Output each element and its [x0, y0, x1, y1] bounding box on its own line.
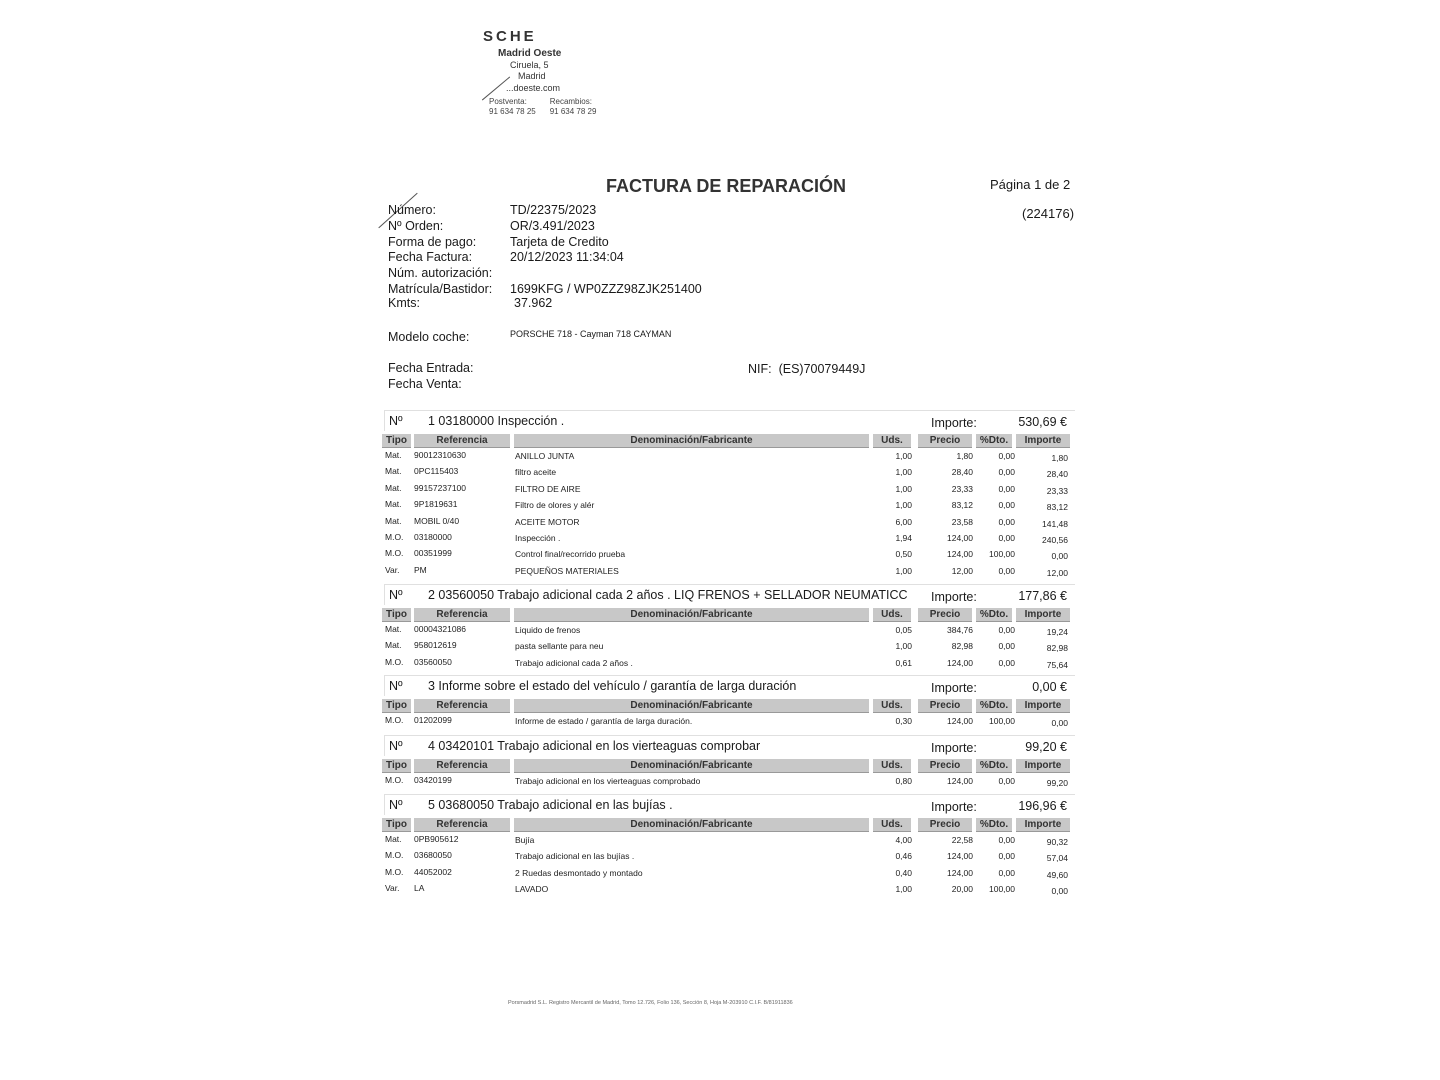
line-dto: 0,00 [998, 625, 1015, 635]
line-dto: 0,00 [998, 867, 1015, 878]
dealer-street: Ciruela, 5 [510, 59, 549, 70]
nif-value: (ES)70079449J [778, 362, 866, 376]
line-tipo: Mat. [385, 482, 402, 493]
line-importe: 28,40 [1046, 469, 1068, 480]
line-precio: 124,00 [947, 867, 973, 878]
line-importe: 0,00 [1051, 718, 1068, 728]
line-uds: 1,00 [895, 641, 912, 652]
line-importe: 99,20 [1046, 778, 1068, 788]
footer-registry: Porsmadrid S.L. Registro Mercantil de Madrid, Tomo 12.726, Folio 136, Sección 8, Hoja M-203910 C.I.F. B/81911836 [508, 1000, 793, 1006]
invoice-title: FACTURA DE REPARACIÓN [606, 176, 847, 196]
invoice-code: (224176) [1022, 206, 1075, 221]
column-header-denominacion: Denominación/Fabricante [514, 699, 869, 713]
line-tipo: M.O. [385, 866, 404, 877]
postventa-phone: 91 634 78 25 [489, 107, 536, 116]
line-dto: 100,00 [989, 716, 1015, 726]
line-dto: 0,00 [998, 776, 1015, 786]
column-header-precio: Precio [918, 608, 972, 622]
column-header-denominacion: Denominación/Fabricante [514, 434, 869, 448]
page-number: Página 1 de 2 [990, 177, 1071, 192]
column-header-uds: Uds. [873, 818, 911, 832]
line-importe: 90,32 [1046, 837, 1068, 847]
line-denominacion: 2 Ruedas desmontado y montado [515, 867, 643, 878]
line-tipo: Mat. [385, 640, 402, 651]
field-label: Número: [388, 203, 436, 217]
section-importe-label: Importe: [931, 741, 977, 755]
column-header-dto: %Dto. [976, 759, 1012, 773]
line-uds: 1,00 [895, 483, 912, 494]
field-label: Kmts: [388, 296, 420, 310]
line-referencia: 0PC115403 [414, 466, 459, 477]
line-denominacion: LAVADO [515, 884, 549, 895]
line-importe: 141,48 [1042, 518, 1068, 529]
line-precio: 20,00 [951, 884, 973, 895]
line-uds: 4,00 [895, 835, 912, 845]
line-dto: 0,00 [998, 467, 1015, 478]
section-importe-value: 530,69 € [1018, 415, 1067, 429]
line-referencia: 00351999 [414, 548, 452, 559]
column-header-precio: Precio [918, 759, 972, 773]
line-referencia: 44052002 [414, 866, 452, 877]
field-label: Forma de pago: [388, 235, 477, 249]
line-uds: 0,61 [895, 657, 912, 668]
field-label: Nº Orden: [388, 219, 444, 233]
section-number-label: Nº [389, 414, 403, 428]
column-header-tipo: Tipo [382, 434, 411, 448]
line-dto: 0,00 [998, 851, 1015, 862]
line-tipo: M.O. [385, 715, 404, 725]
line-dto: 0,00 [998, 565, 1015, 576]
line-importe: 57,04 [1046, 853, 1068, 864]
line-referencia: 03180000 [414, 532, 452, 542]
field-value: Tarjeta de Credito [510, 235, 609, 249]
column-header-referencia: Referencia [414, 818, 510, 832]
line-tipo: Mat. [385, 515, 402, 526]
line-precio: 23,33 [951, 483, 973, 494]
line-precio: 12,00 [951, 565, 973, 576]
line-tipo: M.O. [385, 656, 404, 667]
section-importe-value: 0,00 € [1032, 680, 1067, 694]
line-denominacion: ACEITE MOTOR [515, 516, 580, 527]
column-header-denominacion: Denominación/Fabricante [514, 608, 869, 622]
field-value: 37.962 [514, 296, 553, 310]
column-header-tipo: Tipo [382, 759, 411, 773]
dealer-city: Madrid [518, 71, 546, 81]
line-importe: 49,60 [1046, 869, 1068, 880]
line-precio: 124,00 [947, 533, 973, 543]
column-header-importe: Importe [1016, 608, 1070, 622]
line-precio: 82,98 [951, 641, 973, 652]
column-header-tipo: Tipo [382, 818, 411, 832]
section-number-label: Nº [389, 588, 403, 602]
column-header-dto: %Dto. [976, 434, 1012, 448]
line-importe: 75,64 [1046, 659, 1068, 670]
line-denominacion: Trabajo adicional cada 2 años . [515, 657, 633, 668]
section-title: 2 03560050 Trabajo adicional cada 2 años . LIQ FRENOS + SELLADOR NEUMATICC [428, 588, 908, 602]
column-header-dto: %Dto. [976, 818, 1012, 832]
line-precio: 124,00 [947, 851, 973, 862]
column-header-importe: Importe [1016, 759, 1070, 773]
line-uds: 0,30 [895, 716, 912, 726]
section-importe-label: Importe: [931, 800, 977, 814]
section-importe-value: 196,96 € [1018, 799, 1067, 813]
section-title: 3 Informe sobre el estado del vehículo / garantía de larga duración [428, 679, 797, 693]
column-header-referencia: Referencia [414, 759, 510, 773]
line-tipo: M.O. [385, 775, 404, 785]
nif-label: NIF: [748, 362, 772, 376]
column-header-referencia: Referencia [414, 608, 510, 622]
line-uds: 1,00 [895, 467, 912, 478]
line-referencia: 03420199 [414, 775, 452, 785]
line-denominacion: Inspección . [515, 533, 561, 543]
line-dto: 100,00 [989, 884, 1015, 895]
line-precio: 384,76 [947, 625, 973, 635]
line-referencia: 90012310630 [414, 450, 467, 460]
line-denominacion: Informe de estado / garantía de larga duración. [515, 716, 693, 726]
line-denominacion: filtro aceite [515, 467, 557, 478]
line-denominacion: pasta sellante para neu [515, 641, 604, 652]
nif [748, 362, 865, 376]
fecha-venta-label: Fecha Venta: [388, 377, 462, 391]
line-precio: 124,00 [947, 657, 973, 668]
dealer-name: Madrid Oeste [498, 48, 562, 59]
section-number-label: Nº [389, 798, 403, 812]
column-header-tipo: Tipo [382, 699, 411, 713]
field-label: Fecha Factura: [388, 250, 473, 264]
line-precio: 124,00 [947, 549, 973, 560]
line-denominacion: Filtro de olores y alér [515, 500, 595, 511]
line-tipo: Var. [385, 564, 400, 575]
line-uds: 0,05 [895, 625, 912, 635]
line-tipo: M.O. [385, 850, 404, 861]
field-value: 20/12/2023 11:34:04 [510, 250, 624, 264]
line-referencia: 00004321086 [414, 624, 467, 634]
dealer-logo: SCHE [483, 28, 537, 45]
section-title: 1 03180000 Inspección . [428, 414, 565, 428]
line-importe: 12,00 [1046, 567, 1068, 578]
section-importe-label: Importe: [931, 590, 977, 604]
section-importe-label: Importe: [931, 681, 977, 695]
postventa-label: Postventa: [489, 97, 527, 106]
line-dto: 0,00 [998, 641, 1015, 652]
line-tipo: Var. [385, 883, 400, 894]
line-dto: 0,00 [998, 451, 1015, 461]
line-denominacion: FILTRO DE AIRE [515, 483, 581, 494]
line-importe: 23,33 [1046, 485, 1068, 496]
line-denominacion: ANILLO JUNTA [515, 451, 575, 461]
line-referencia: MOBIL 0/40 [414, 515, 460, 526]
line-uds: 0,40 [895, 867, 912, 878]
column-header-uds: Uds. [873, 759, 911, 773]
line-uds: 1,00 [895, 451, 912, 461]
line-tipo: Mat. [385, 624, 402, 634]
section-importe-label: Importe: [931, 416, 977, 430]
line-referencia: 01202099 [414, 715, 452, 725]
line-uds: 0,80 [895, 776, 912, 786]
line-referencia: 03680050 [414, 850, 452, 861]
line-precio: 83,12 [951, 500, 973, 511]
line-importe: 240,56 [1042, 535, 1068, 545]
modelo-value: PORSCHE 718 - Cayman 718 CAYMAN [510, 329, 672, 339]
section-title: 5 03680050 Trabajo adicional en las bujías . [428, 798, 673, 812]
column-header-dto: %Dto. [976, 699, 1012, 713]
line-dto: 0,00 [998, 516, 1015, 527]
line-uds: 0,46 [895, 851, 912, 862]
line-referencia: PM [414, 564, 427, 575]
section-number-label: Nº [389, 739, 403, 753]
field-value: 1699KFG / WP0ZZZ98ZJK251400 [510, 282, 702, 296]
column-header-precio: Precio [918, 434, 972, 448]
column-header-uds: Uds. [873, 699, 911, 713]
column-header-referencia: Referencia [414, 699, 510, 713]
column-header-denominacion: Denominación/Fabricante [514, 759, 869, 773]
line-tipo: M.O. [385, 548, 404, 559]
line-referencia: 03560050 [414, 656, 452, 667]
column-header-importe: Importe [1016, 434, 1070, 448]
column-header-referencia: Referencia [414, 434, 510, 448]
line-denominacion: Trabajo adicional en los vierteaguas comprobado [515, 776, 701, 786]
field-label: Matrícula/Bastidor: [388, 282, 493, 296]
column-header-denominacion: Denominación/Fabricante [514, 818, 869, 832]
line-denominacion: PEQUEÑOS MATERIALES [515, 565, 619, 576]
line-precio: 124,00 [947, 716, 973, 726]
line-referencia: 9P1819631 [414, 499, 458, 510]
line-uds: 1,94 [895, 533, 912, 543]
field-value: TD/22375/2023 [510, 203, 597, 217]
line-tipo: Mat. [385, 499, 402, 510]
line-importe: 1,80 [1051, 453, 1068, 463]
line-dto: 0,00 [998, 483, 1015, 494]
fecha-entrada-label: Fecha Entrada: [388, 361, 474, 375]
line-precio: 124,00 [947, 776, 973, 786]
line-referencia: 99157237100 [414, 482, 467, 493]
line-denominacion: Bujía [515, 835, 535, 845]
line-importe: 82,98 [1046, 643, 1068, 654]
line-importe: 0,00 [1051, 886, 1068, 897]
column-header-uds: Uds. [873, 434, 911, 448]
dealer-address [498, 48, 561, 94]
line-dto: 0,00 [998, 533, 1015, 543]
line-uds: 6,00 [895, 516, 912, 527]
line-referencia: 0PB905612 [414, 834, 459, 844]
line-precio: 23,58 [951, 516, 973, 527]
line-denominacion: Control final/recorrido prueba [515, 549, 626, 560]
recambios-label: Recambios: [549, 97, 592, 106]
column-header-dto: %Dto. [976, 608, 1012, 622]
dealer-phones [489, 97, 596, 117]
line-tipo: Mat. [385, 450, 402, 460]
column-header-tipo: Tipo [382, 608, 411, 622]
line-precio: 1,80 [956, 451, 973, 461]
line-uds: 1,00 [895, 500, 912, 511]
column-header-importe: Importe [1016, 699, 1070, 713]
column-header-precio: Precio [918, 699, 972, 713]
section-importe-value: 99,20 € [1025, 740, 1067, 754]
line-dto: 0,00 [998, 657, 1015, 668]
line-precio: 28,40 [951, 467, 973, 478]
line-referencia: 958012619 [414, 640, 457, 651]
section-number-label: Nº [389, 679, 403, 693]
column-header-uds: Uds. [873, 608, 911, 622]
line-referencia: LA [414, 883, 425, 894]
line-importe: 83,12 [1046, 502, 1068, 513]
recambios-phone: 91 634 78 29 [549, 107, 597, 116]
column-header-importe: Importe [1016, 818, 1070, 832]
field-value: OR/3.491/2023 [510, 219, 595, 233]
field-label: Núm. autorización: [388, 266, 493, 280]
modelo-label: Modelo coche: [388, 330, 470, 344]
line-dto: 0,00 [998, 500, 1015, 511]
line-dto: 100,00 [989, 549, 1015, 560]
line-importe: 0,00 [1051, 551, 1068, 562]
line-denominacion: Liquido de frenos [515, 625, 581, 635]
line-denominacion: Trabajo adicional en las bujías . [515, 851, 635, 862]
line-importe: 19,24 [1046, 627, 1068, 637]
dealer-web: ...doeste.com [506, 82, 561, 93]
line-tipo: M.O. [385, 532, 404, 542]
line-precio: 22,58 [951, 835, 973, 845]
section-importe-value: 177,86 € [1018, 589, 1067, 603]
section-title: 4 03420101 Trabajo adicional en los vierteaguas comprobar [428, 739, 761, 753]
line-dto: 0,00 [998, 835, 1015, 845]
line-uds: 1,00 [895, 565, 912, 576]
line-uds: 0,50 [895, 549, 912, 560]
line-uds: 1,00 [895, 884, 912, 895]
line-tipo: Mat. [385, 466, 402, 477]
line-tipo: Mat. [385, 834, 402, 844]
column-header-precio: Precio [918, 818, 972, 832]
